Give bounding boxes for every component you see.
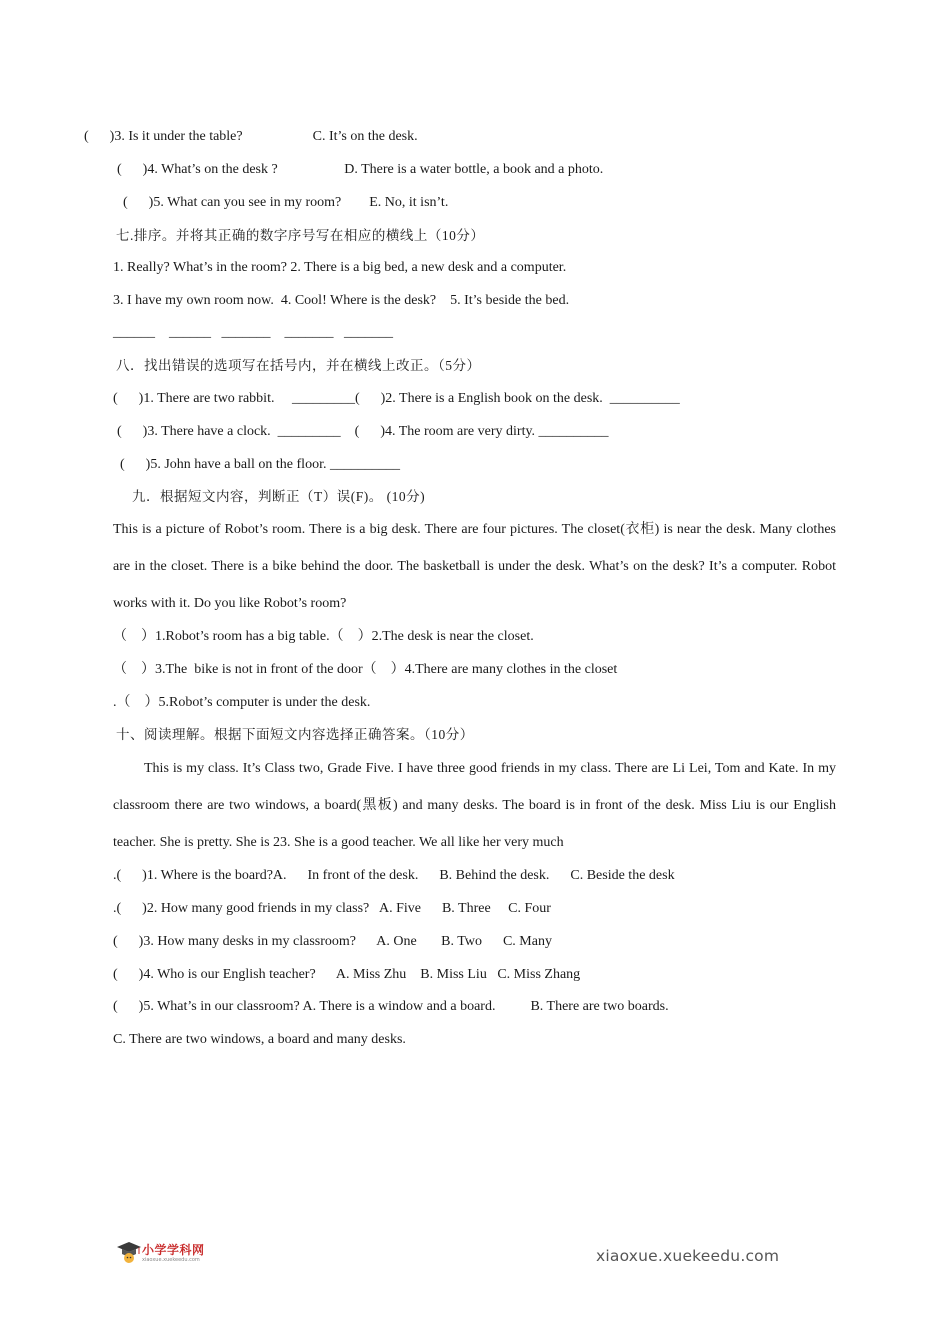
matching-q3: ( )3. Is it under the table? C. It’s on the desk. — [84, 129, 418, 144]
footer-url: xiaoxue.xuekeedu.com — [596, 1247, 780, 1265]
section7-line1: 1. Really? What’s in the room? 2. There is a big bed, a new desk and a computer. — [113, 260, 567, 275]
section10-passage: This is my class. It’s Class two, Grade Five. I have three good friends in my class. There are Li Lei, Tom and Kate. In my classroom there are two windows, a board(黑板) and many desks. The board is in front of the desk. Miss Liu is our English teacher. She is pretty. She is 23. She is a good teacher. We all like her very much — [113, 761, 836, 850]
section10-q5: ( )5. What’s in our classroom? A. There is a window and a board. B. There are two boards. — [113, 999, 669, 1014]
section10-title: 十、阅读理解。根据下面短文内容选择正确答案。（10分） — [116, 727, 474, 742]
section9-q1: （ ）1.Robot’s room has a big table.（ ）2.The desk is near the closet. — [113, 629, 534, 644]
section9-q3: .（ ）5.Robot’s computer is under the desk. — [113, 695, 371, 710]
section10-q4: ( )4. Who is our English teacher? A. Miss Zhu B. Miss Liu C. Miss Zhang — [113, 967, 581, 982]
section8-title: 八．找出错误的选项写在括号内，并在横线上改正。（5分） — [116, 358, 481, 373]
matching-q5: ( )5. What can you see in my room? E. No, it isn’t. — [123, 195, 449, 210]
section10-q1: .( )1. Where is the board?A. In front of the desk. B. Behind the desk. C. Beside the desk — [113, 868, 675, 883]
section9-passage: This is a picture of Robot’s room. There is a big desk. There are four pictures. The closet(衣柜) is near the desk. Many clothes are in the closet. There is a bike behind the door. The basketball is under the desk. What’s on the desk? It’s a computer. Robot works with it. Do you like Robot’s room? — [113, 522, 836, 611]
section10-q2: .( )2. How many good friends in my class? A. Five B. Three C. Four — [113, 901, 551, 916]
section7-blanks: ______ ______ _______ _______ _______ — [113, 325, 393, 340]
section7-title: 七.排序。并将其正确的数字序号写在相应的横线上（10分） — [116, 228, 485, 243]
section8-line3: ( )5. John have a ball on the floor. __________ — [120, 457, 400, 472]
matching-q4: ( )4. What’s on the desk ? D. There is a water bottle, a book and a photo. — [117, 162, 604, 177]
section8-line2: ( )3. There have a clock. _________ ( )4. The room are very dirty. __________ — [117, 424, 609, 439]
section9-title: 九．根据短文内容，判断正（T）误(F)。 (10分) — [132, 489, 426, 504]
section10-q5-option-c: C. There are two windows, a board and many desks. — [113, 1032, 406, 1047]
logo-text: 小学学科网 — [142, 1243, 205, 1257]
section9-q2: （ ）3.The bike is not in front of the door（ ）4.There are many clothes in the closet — [113, 662, 618, 677]
section7-line2: 3. I have my own room now. 4. Cool! Where is the desk? 5. It’s beside the bed. — [113, 293, 570, 308]
section8-line1: ( )1. There are two rabbit. _________( )2. There is a English book on the desk. __________ — [113, 391, 680, 406]
section10-q3: ( )3. How many desks in my classroom? A. One B. Two C. Many — [113, 934, 552, 949]
logo-subtext: xiaoxue.xuekeedu.com — [142, 1257, 200, 1263]
graduation-cap-icon — [116, 1238, 142, 1266]
site-logo — [116, 1238, 216, 1268]
